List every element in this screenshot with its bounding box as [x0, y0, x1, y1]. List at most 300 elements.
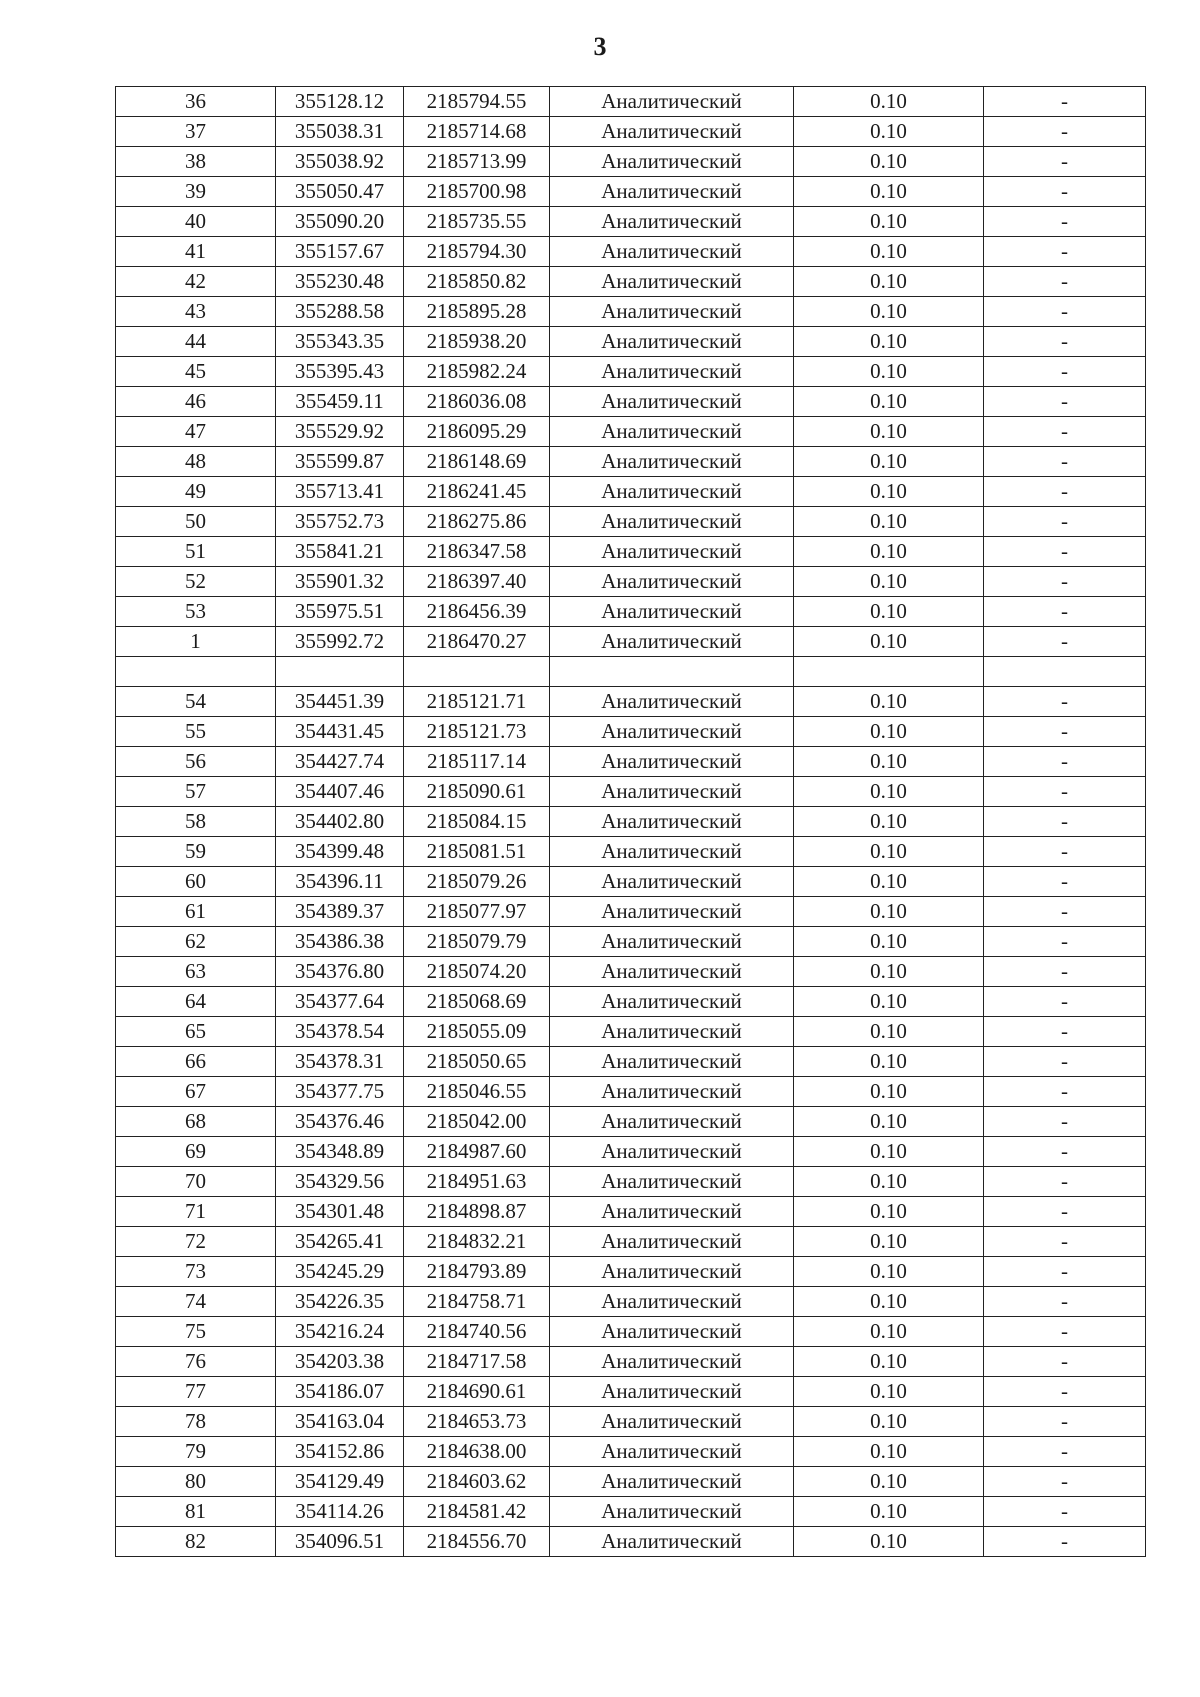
x-coordinate-cell: 354378.54 [276, 1017, 404, 1047]
accuracy-cell: 0.10 [794, 267, 984, 297]
table-row [116, 687, 1146, 717]
point-number-cell: 79 [116, 1437, 276, 1467]
accuracy-cell: 0.10 [794, 1287, 984, 1317]
accuracy-cell: 0.10 [794, 297, 984, 327]
table-row [116, 1077, 1146, 1107]
point-number-cell: 51 [116, 537, 276, 567]
x-coordinate-cell: 354376.80 [276, 957, 404, 987]
point-number-cell: 47 [116, 417, 276, 447]
method-cell: Аналитический [550, 537, 794, 567]
y-coordinate-cell: 2184987.60 [404, 1137, 550, 1167]
method-cell: Аналитический [550, 1437, 794, 1467]
table-row [116, 1317, 1146, 1347]
x-coordinate-cell: 354396.11 [276, 867, 404, 897]
x-coordinate-cell: 355459.11 [276, 387, 404, 417]
accuracy-cell: 0.10 [794, 1017, 984, 1047]
accuracy-cell: 0.10 [794, 717, 984, 747]
point-number-cell: 82 [116, 1527, 276, 1557]
note-cell: - [984, 567, 1146, 597]
note-cell: - [984, 207, 1146, 237]
point-number-cell: 49 [116, 477, 276, 507]
table-row [116, 147, 1146, 177]
y-coordinate-cell: 2185055.09 [404, 1017, 550, 1047]
table-row [116, 87, 1146, 117]
x-coordinate-cell: 354348.89 [276, 1137, 404, 1167]
table-row [116, 297, 1146, 327]
note-cell: - [984, 1497, 1146, 1527]
table-row [116, 807, 1146, 837]
accuracy-cell: 0.10 [794, 1167, 984, 1197]
accuracy-cell: 0.10 [794, 957, 984, 987]
method-cell: Аналитический [550, 597, 794, 627]
point-number-cell: 60 [116, 867, 276, 897]
y-coordinate-cell: 2185121.73 [404, 717, 550, 747]
y-coordinate-cell: 2184951.63 [404, 1167, 550, 1197]
note-cell: - [984, 147, 1146, 177]
method-cell: Аналитический [550, 777, 794, 807]
y-coordinate-cell: 2185050.65 [404, 1047, 550, 1077]
note-cell: - [984, 417, 1146, 447]
table-row [116, 417, 1146, 447]
y-coordinate-cell: 2185068.69 [404, 987, 550, 1017]
method-cell: Аналитический [550, 747, 794, 777]
accuracy-cell: 0.10 [794, 1257, 984, 1287]
note-cell: - [984, 747, 1146, 777]
y-coordinate-cell: 2185700.98 [404, 177, 550, 207]
y-coordinate-cell: 2184793.89 [404, 1257, 550, 1287]
coordinates-table-body [116, 87, 1146, 1557]
point-number-cell: 81 [116, 1497, 276, 1527]
table-row [116, 927, 1146, 957]
accuracy-cell: 0.10 [794, 567, 984, 597]
x-coordinate-cell: 355230.48 [276, 267, 404, 297]
note-cell: - [984, 177, 1146, 207]
y-coordinate-cell: 2185081.51 [404, 837, 550, 867]
y-coordinate-cell: 2186095.29 [404, 417, 550, 447]
point-number-cell: 39 [116, 177, 276, 207]
note-cell: - [984, 837, 1146, 867]
x-coordinate-cell: 354301.48 [276, 1197, 404, 1227]
y-coordinate-cell: 2185077.97 [404, 897, 550, 927]
y-coordinate-cell: 2186275.86 [404, 507, 550, 537]
note-cell: - [984, 1527, 1146, 1557]
x-coordinate-cell: 354386.38 [276, 927, 404, 957]
table-row [116, 1047, 1146, 1077]
table-row [116, 387, 1146, 417]
x-coordinate-cell: 354163.04 [276, 1407, 404, 1437]
table-row [116, 777, 1146, 807]
x-coordinate-cell: 354376.46 [276, 1107, 404, 1137]
table-row [116, 747, 1146, 777]
page-number: 3 [593, 32, 607, 61]
accuracy-cell: 0.10 [794, 357, 984, 387]
note-cell: - [984, 387, 1146, 417]
note-cell: - [984, 1467, 1146, 1497]
method-cell: Аналитический [550, 627, 794, 657]
table-row [116, 1017, 1146, 1047]
x-coordinate-cell: 354216.24 [276, 1317, 404, 1347]
accuracy-cell: 0.10 [794, 477, 984, 507]
method-cell: Аналитический [550, 1077, 794, 1107]
accuracy-cell: 0.10 [794, 897, 984, 927]
table-row [116, 447, 1146, 477]
point-number-cell: 52 [116, 567, 276, 597]
x-coordinate-cell: 354226.35 [276, 1287, 404, 1317]
y-coordinate-cell: 2184556.70 [404, 1527, 550, 1557]
x-coordinate-cell: 354114.26 [276, 1497, 404, 1527]
table-row [116, 867, 1146, 897]
method-cell: Аналитический [550, 1227, 794, 1257]
method-cell: Аналитический [550, 1107, 794, 1137]
table-row [116, 477, 1146, 507]
method-cell: Аналитический [550, 1047, 794, 1077]
note-cell: - [984, 1347, 1146, 1377]
table-row [116, 1467, 1146, 1497]
table-row [116, 1437, 1146, 1467]
method-cell: Аналитический [550, 1377, 794, 1407]
point-number-cell: 80 [116, 1467, 276, 1497]
table-row [116, 1137, 1146, 1167]
accuracy-cell: 0.10 [794, 807, 984, 837]
accuracy-cell: 0.10 [794, 1077, 984, 1107]
point-number-cell: 56 [116, 747, 276, 777]
method-cell: Аналитический [550, 1287, 794, 1317]
point-number-cell: 75 [116, 1317, 276, 1347]
x-coordinate-cell: 355157.67 [276, 237, 404, 267]
point-number-cell: 53 [116, 597, 276, 627]
table-row [116, 1167, 1146, 1197]
accuracy-cell: 0.10 [794, 507, 984, 537]
note-cell: - [984, 867, 1146, 897]
note-cell: - [984, 237, 1146, 267]
method-cell: Аналитический [550, 1317, 794, 1347]
point-number-cell: 36 [116, 87, 276, 117]
accuracy-cell [794, 657, 984, 687]
y-coordinate-cell: 2184832.21 [404, 1227, 550, 1257]
table-row [116, 1527, 1146, 1557]
accuracy-cell: 0.10 [794, 627, 984, 657]
table-row [116, 837, 1146, 867]
x-coordinate-cell: 354377.64 [276, 987, 404, 1017]
point-number-cell: 45 [116, 357, 276, 387]
x-coordinate-cell: 354186.07 [276, 1377, 404, 1407]
table-row [116, 1407, 1146, 1437]
y-coordinate-cell: 2186148.69 [404, 447, 550, 477]
y-coordinate-cell: 2184603.62 [404, 1467, 550, 1497]
accuracy-cell: 0.10 [794, 1137, 984, 1167]
point-number-cell: 48 [116, 447, 276, 477]
point-number-cell: 61 [116, 897, 276, 927]
accuracy-cell: 0.10 [794, 177, 984, 207]
y-coordinate-cell: 2185714.68 [404, 117, 550, 147]
method-cell: Аналитический [550, 267, 794, 297]
method-cell: Аналитический [550, 1137, 794, 1167]
accuracy-cell: 0.10 [794, 987, 984, 1017]
point-number-cell: 42 [116, 267, 276, 297]
accuracy-cell: 0.10 [794, 1107, 984, 1137]
x-coordinate-cell: 355599.87 [276, 447, 404, 477]
table-row [116, 537, 1146, 567]
y-coordinate-cell: 2186347.58 [404, 537, 550, 567]
x-coordinate-cell: 355975.51 [276, 597, 404, 627]
table-row [116, 1227, 1146, 1257]
point-number-cell: 41 [116, 237, 276, 267]
method-cell: Аналитический [550, 1197, 794, 1227]
method-cell: Аналитический [550, 687, 794, 717]
y-coordinate-cell: 2185794.55 [404, 87, 550, 117]
x-coordinate-cell: 355050.47 [276, 177, 404, 207]
x-coordinate-cell [276, 657, 404, 687]
accuracy-cell: 0.10 [794, 777, 984, 807]
note-cell: - [984, 267, 1146, 297]
point-number-cell: 46 [116, 387, 276, 417]
y-coordinate-cell: 2184653.73 [404, 1407, 550, 1437]
note-cell: - [984, 87, 1146, 117]
method-cell: Аналитический [550, 207, 794, 237]
accuracy-cell: 0.10 [794, 417, 984, 447]
accuracy-cell: 0.10 [794, 1437, 984, 1467]
y-coordinate-cell [404, 657, 550, 687]
table-row [116, 1377, 1146, 1407]
point-number-cell: 70 [116, 1167, 276, 1197]
note-cell: - [984, 687, 1146, 717]
x-coordinate-cell: 355713.41 [276, 477, 404, 507]
note-cell: - [984, 1437, 1146, 1467]
y-coordinate-cell: 2185079.79 [404, 927, 550, 957]
accuracy-cell: 0.10 [794, 1317, 984, 1347]
table-row [116, 327, 1146, 357]
point-number-cell: 57 [116, 777, 276, 807]
method-cell: Аналитический [550, 1497, 794, 1527]
point-number-cell: 73 [116, 1257, 276, 1287]
method-cell: Аналитический [550, 987, 794, 1017]
method-cell: Аналитический [550, 927, 794, 957]
method-cell: Аналитический [550, 447, 794, 477]
method-cell: Аналитический [550, 297, 794, 327]
accuracy-cell: 0.10 [794, 1227, 984, 1257]
accuracy-cell: 0.10 [794, 1407, 984, 1437]
table-row [116, 987, 1146, 1017]
point-number-cell: 65 [116, 1017, 276, 1047]
x-coordinate-cell: 355090.20 [276, 207, 404, 237]
point-number-cell: 69 [116, 1137, 276, 1167]
x-coordinate-cell: 355901.32 [276, 567, 404, 597]
note-cell: - [984, 1227, 1146, 1257]
point-number-cell: 59 [116, 837, 276, 867]
note-cell: - [984, 1017, 1146, 1047]
point-number-cell: 68 [116, 1107, 276, 1137]
y-coordinate-cell: 2185084.15 [404, 807, 550, 837]
x-coordinate-cell: 355128.12 [276, 87, 404, 117]
table-row [116, 117, 1146, 147]
table-row [116, 1347, 1146, 1377]
y-coordinate-cell: 2185735.55 [404, 207, 550, 237]
x-coordinate-cell: 354451.39 [276, 687, 404, 717]
x-coordinate-cell: 354427.74 [276, 747, 404, 777]
y-coordinate-cell: 2184717.58 [404, 1347, 550, 1377]
note-cell: - [984, 627, 1146, 657]
method-cell: Аналитический [550, 567, 794, 597]
y-coordinate-cell: 2185794.30 [404, 237, 550, 267]
accuracy-cell: 0.10 [794, 1467, 984, 1497]
table-row [116, 1257, 1146, 1287]
note-cell: - [984, 447, 1146, 477]
note-cell: - [984, 777, 1146, 807]
method-cell: Аналитический [550, 717, 794, 747]
accuracy-cell: 0.10 [794, 927, 984, 957]
note-cell: - [984, 507, 1146, 537]
x-coordinate-cell: 354377.75 [276, 1077, 404, 1107]
x-coordinate-cell: 355395.43 [276, 357, 404, 387]
method-cell: Аналитический [550, 177, 794, 207]
accuracy-cell: 0.10 [794, 747, 984, 777]
accuracy-cell: 0.10 [794, 207, 984, 237]
method-cell: Аналитический [550, 237, 794, 267]
table-row [116, 627, 1146, 657]
note-cell: - [984, 477, 1146, 507]
y-coordinate-cell: 2184898.87 [404, 1197, 550, 1227]
x-coordinate-cell: 355752.73 [276, 507, 404, 537]
note-cell: - [984, 1257, 1146, 1287]
y-coordinate-cell: 2185079.26 [404, 867, 550, 897]
point-number-cell: 1 [116, 627, 276, 657]
x-coordinate-cell: 354265.41 [276, 1227, 404, 1257]
table-row [116, 657, 1146, 687]
note-cell: - [984, 1137, 1146, 1167]
y-coordinate-cell: 2185938.20 [404, 327, 550, 357]
method-cell: Аналитический [550, 1167, 794, 1197]
table-row [116, 207, 1146, 237]
note-cell: - [984, 117, 1146, 147]
method-cell: Аналитический [550, 897, 794, 927]
point-number-cell: 44 [116, 327, 276, 357]
table-row [116, 1107, 1146, 1137]
table-row [116, 567, 1146, 597]
point-number-cell: 72 [116, 1227, 276, 1257]
accuracy-cell: 0.10 [794, 447, 984, 477]
note-cell: - [984, 327, 1146, 357]
method-cell: Аналитический [550, 1467, 794, 1497]
y-coordinate-cell: 2185982.24 [404, 357, 550, 387]
y-coordinate-cell: 2184638.00 [404, 1437, 550, 1467]
point-number-cell: 38 [116, 147, 276, 177]
accuracy-cell: 0.10 [794, 1377, 984, 1407]
x-coordinate-cell: 354431.45 [276, 717, 404, 747]
y-coordinate-cell: 2186397.40 [404, 567, 550, 597]
table-row [116, 897, 1146, 927]
accuracy-cell: 0.10 [794, 147, 984, 177]
point-number-cell: 63 [116, 957, 276, 987]
method-cell: Аналитический [550, 417, 794, 447]
x-coordinate-cell: 354245.29 [276, 1257, 404, 1287]
note-cell: - [984, 1047, 1146, 1077]
note-cell: - [984, 807, 1146, 837]
point-number-cell: 66 [116, 1047, 276, 1077]
method-cell: Аналитический [550, 1257, 794, 1287]
x-coordinate-cell: 354378.31 [276, 1047, 404, 1077]
accuracy-cell: 0.10 [794, 597, 984, 627]
method-cell: Аналитический [550, 507, 794, 537]
note-cell: - [984, 987, 1146, 1017]
x-coordinate-cell: 354129.49 [276, 1467, 404, 1497]
method-cell: Аналитический [550, 1347, 794, 1377]
point-number-cell: 55 [116, 717, 276, 747]
accuracy-cell: 0.10 [794, 117, 984, 147]
accuracy-cell: 0.10 [794, 687, 984, 717]
y-coordinate-cell: 2184740.56 [404, 1317, 550, 1347]
point-number-cell: 37 [116, 117, 276, 147]
table-row [116, 237, 1146, 267]
table-row [116, 1497, 1146, 1527]
point-number-cell: 67 [116, 1077, 276, 1107]
point-number-cell: 74 [116, 1287, 276, 1317]
y-coordinate-cell: 2184581.42 [404, 1497, 550, 1527]
point-number-cell [116, 657, 276, 687]
coordinates-table [115, 86, 1146, 1557]
table-row [116, 597, 1146, 627]
note-cell: - [984, 537, 1146, 567]
x-coordinate-cell: 355841.21 [276, 537, 404, 567]
note-cell: - [984, 897, 1146, 927]
note-cell: - [984, 1407, 1146, 1437]
accuracy-cell: 0.10 [794, 387, 984, 417]
x-coordinate-cell: 354329.56 [276, 1167, 404, 1197]
x-coordinate-cell: 355038.31 [276, 117, 404, 147]
method-cell: Аналитический [550, 807, 794, 837]
note-cell: - [984, 1317, 1146, 1347]
method-cell: Аналитический [550, 837, 794, 867]
x-coordinate-cell: 354407.46 [276, 777, 404, 807]
method-cell: Аналитический [550, 1017, 794, 1047]
note-cell: - [984, 1287, 1146, 1317]
accuracy-cell: 0.10 [794, 867, 984, 897]
point-number-cell: 40 [116, 207, 276, 237]
y-coordinate-cell: 2185850.82 [404, 267, 550, 297]
accuracy-cell: 0.10 [794, 87, 984, 117]
accuracy-cell: 0.10 [794, 537, 984, 567]
y-coordinate-cell: 2185046.55 [404, 1077, 550, 1107]
accuracy-cell: 0.10 [794, 837, 984, 867]
note-cell: - [984, 1107, 1146, 1137]
y-coordinate-cell: 2186456.39 [404, 597, 550, 627]
note-cell: - [984, 1077, 1146, 1107]
point-number-cell: 64 [116, 987, 276, 1017]
accuracy-cell: 0.10 [794, 237, 984, 267]
y-coordinate-cell: 2185117.14 [404, 747, 550, 777]
x-coordinate-cell: 355529.92 [276, 417, 404, 447]
accuracy-cell: 0.10 [794, 327, 984, 357]
note-cell: - [984, 717, 1146, 747]
y-coordinate-cell: 2185042.00 [404, 1107, 550, 1137]
note-cell: - [984, 1167, 1146, 1197]
method-cell: Аналитический [550, 327, 794, 357]
method-cell: Аналитический [550, 477, 794, 507]
table-row [116, 1197, 1146, 1227]
point-number-cell: 77 [116, 1377, 276, 1407]
table-row [116, 357, 1146, 387]
accuracy-cell: 0.10 [794, 1197, 984, 1227]
y-coordinate-cell: 2185090.61 [404, 777, 550, 807]
table-row [116, 1287, 1146, 1317]
note-cell [984, 657, 1146, 687]
x-coordinate-cell: 354152.86 [276, 1437, 404, 1467]
note-cell: - [984, 597, 1146, 627]
y-coordinate-cell: 2184690.61 [404, 1377, 550, 1407]
note-cell: - [984, 297, 1146, 327]
method-cell: Аналитический [550, 147, 794, 177]
y-coordinate-cell: 2185074.20 [404, 957, 550, 987]
y-coordinate-cell: 2185121.71 [404, 687, 550, 717]
